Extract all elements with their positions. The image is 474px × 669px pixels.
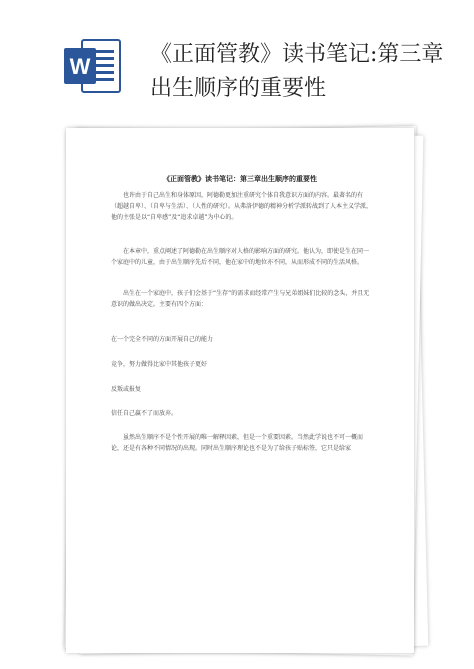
list-item: 信任自己赢不了而放弃。 — [111, 410, 178, 417]
document-preview — [0, 120, 474, 669]
paragraph: 在本章中，重点阐述了阿德勒在出生顺序对人格的影响方面的研究。他认为，即使是生在同一个家庭中的儿童，由于出生顺序先后不同，他在家中的地位亦不同，从而形成不同的生活风格。 — [111, 248, 370, 266]
document-title: 《正面管教》读书笔记:第三章出生顺序的重要性 — [150, 42, 444, 101]
document-page — [66, 128, 414, 653]
paragraph: 出生在一个家庭中，孩子们会基于“生存”的需求而经常产生与兄弟姐妹们比较的念头，并且无意识的做出决定。主要有四个方面： — [111, 290, 370, 308]
svg-text:W: W — [69, 54, 91, 79]
page-heading: 《正面管教》读书笔记：第三章出生顺序的重要性 — [163, 175, 317, 183]
list-item: 反叛或报复 — [111, 386, 142, 393]
paragraph: 也许由于自己出生和身体原因，阿德勒更加注重研究个体自我意识方面的内容。最著名的有（超越自卑）、（自卑与生活）、（人性的研究）。从弗洛伊德的精神分析学派转战到了人本主义学派，他的主张是以“自卑感”及“追求卓越”为中心的。 — [111, 192, 373, 221]
paragraph: 虽然出生顺序不是个性开展的唯一解释因素，但是一个重要因素。当然此学说也不可一概而论，还是有各种不同情况的出现。同时出生顺序理论也不是为了给孩子贴标签，它只是给家 — [111, 434, 364, 452]
list-item: 在一个完全不同的方面开展自己的能力 — [111, 336, 214, 343]
header — [0, 0, 474, 130]
list-item: 竞争，努力做得比家中其他孩子更好 — [111, 361, 208, 368]
word-document-icon — [64, 36, 122, 96]
